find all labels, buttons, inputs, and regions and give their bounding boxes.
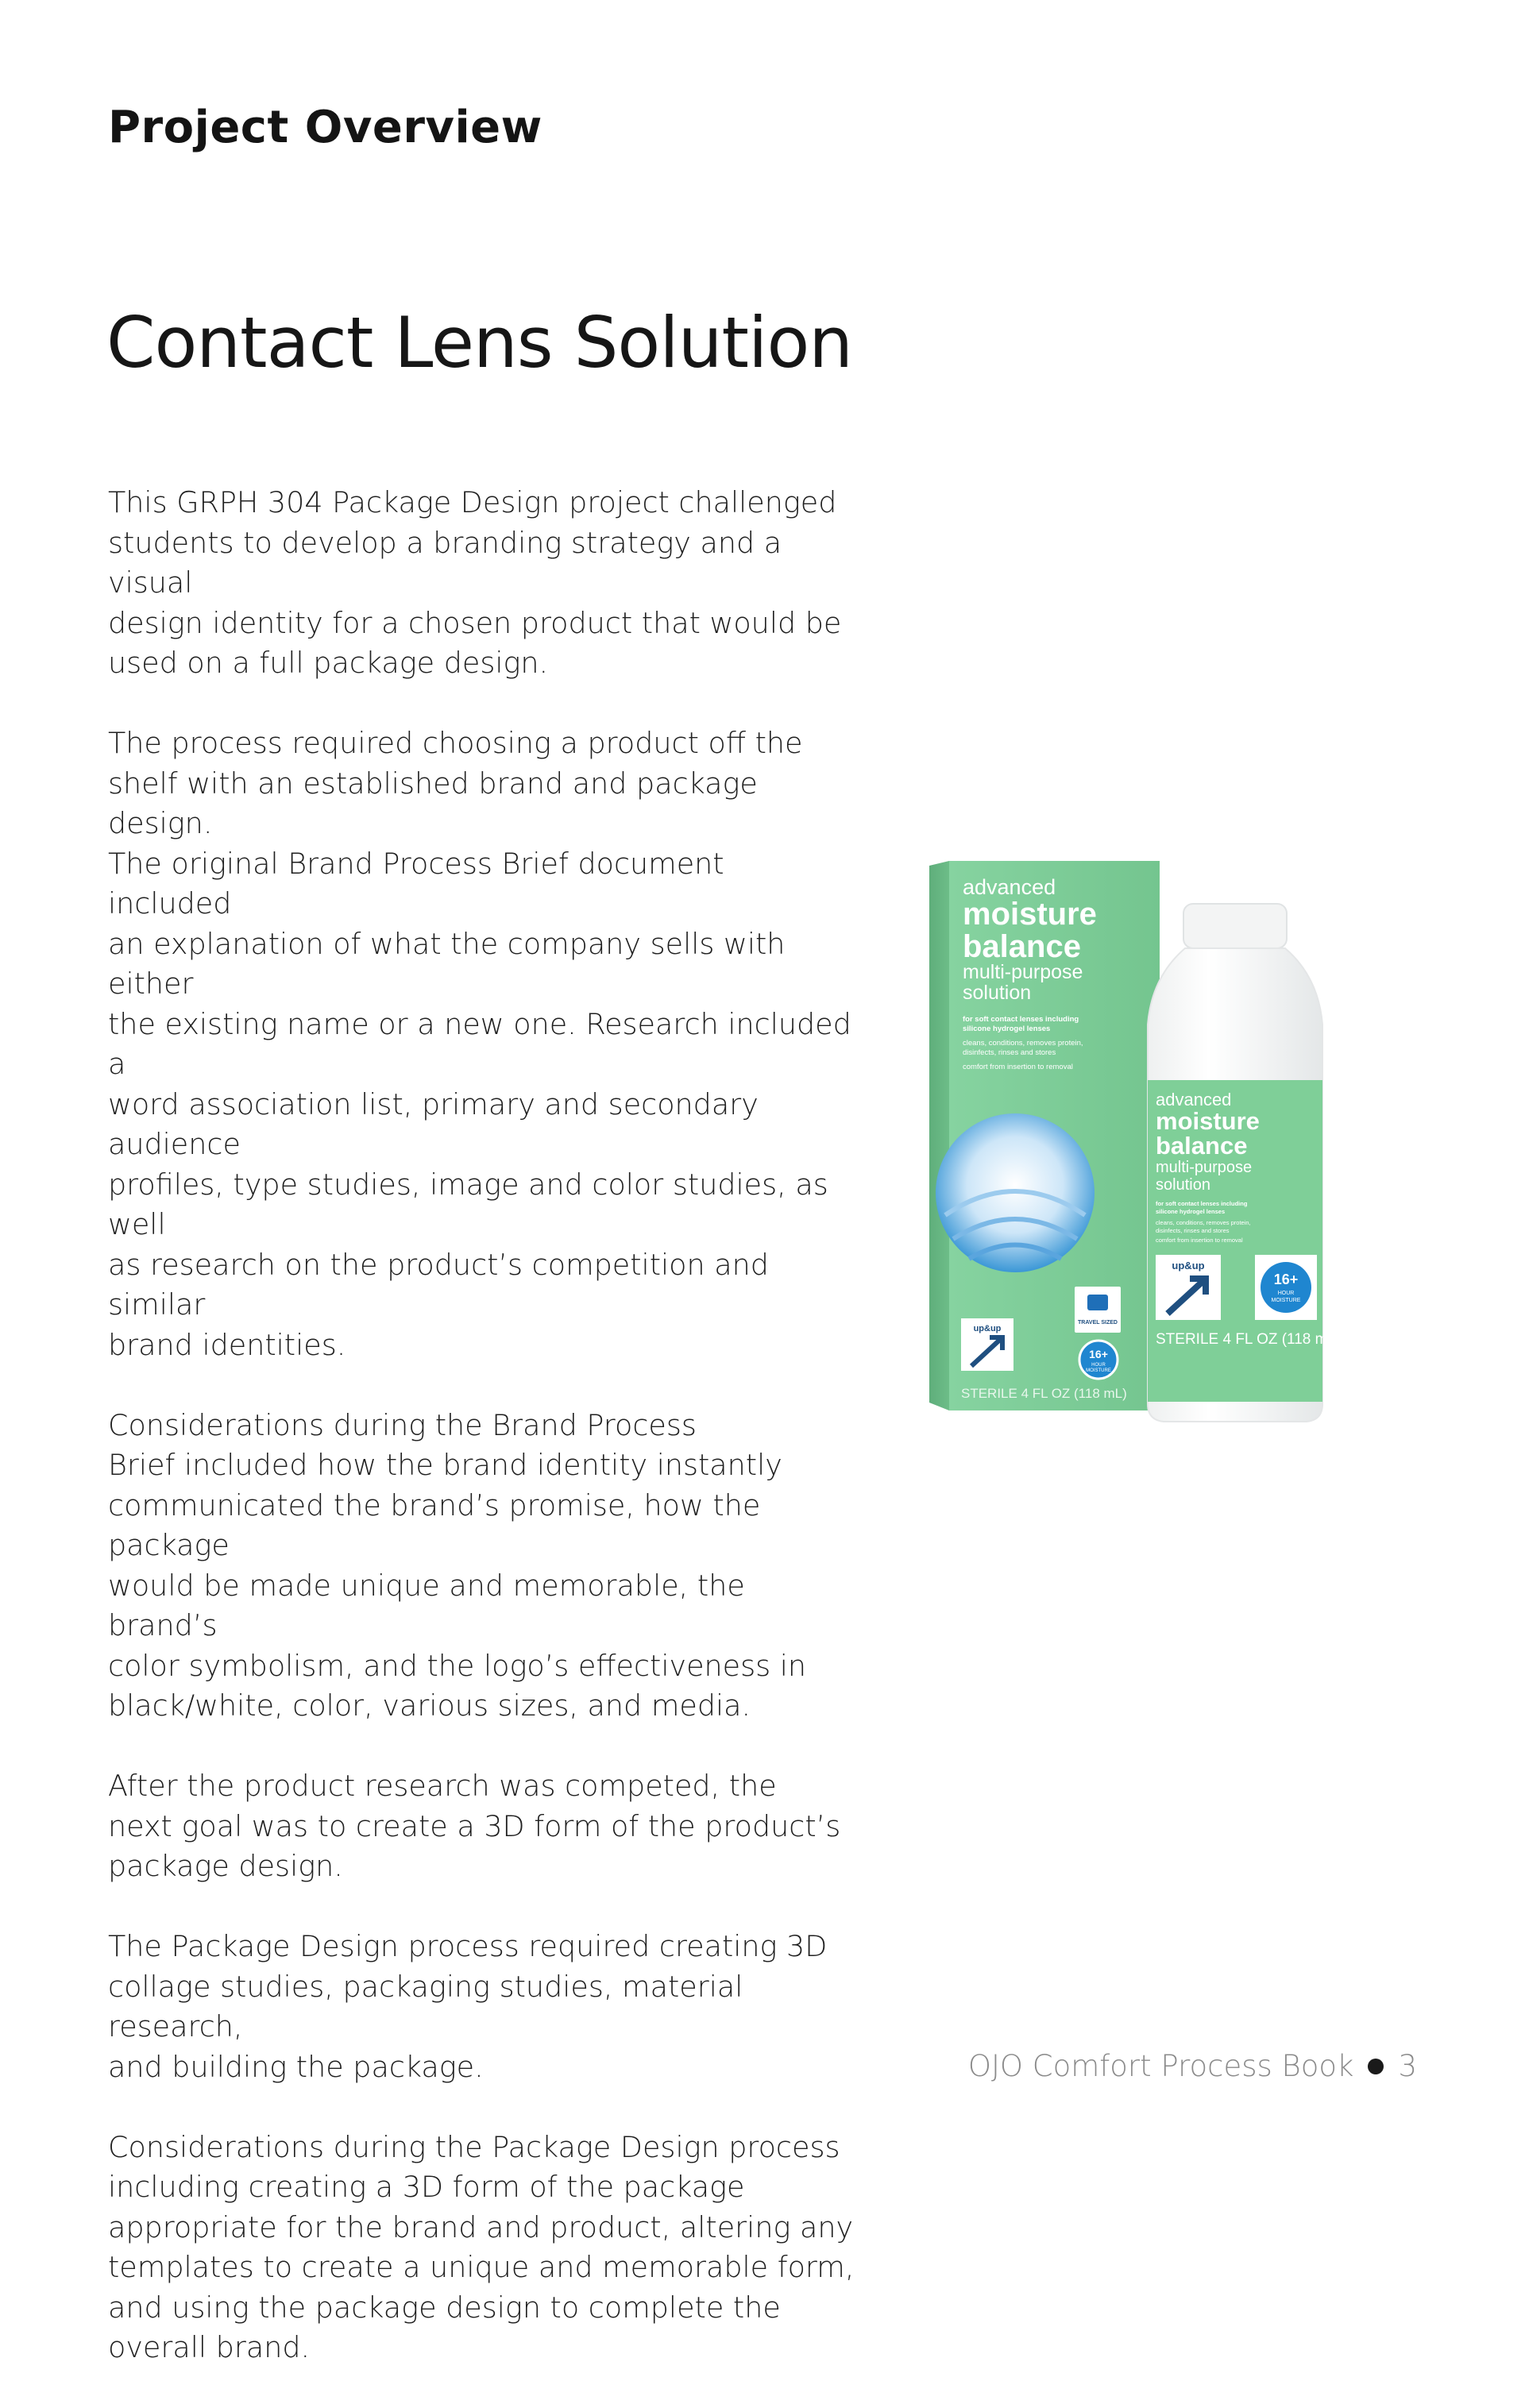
- box-small-1: for soft contact lenses including: [963, 1015, 1079, 1024]
- bottle-brand-text: [1156, 1090, 1260, 1244]
- box-volume-label: STERILE 4 FL OZ (118 mL): [961, 1386, 1127, 1401]
- bottle-small-1: for soft contact lenses including: [1156, 1200, 1248, 1207]
- svg-text:up&up: up&up: [973, 1324, 1002, 1333]
- suitcase-icon: [1087, 1295, 1108, 1310]
- product-photo: [826, 842, 1366, 1430]
- bottle-cap: [1183, 904, 1287, 948]
- book-title: OJO Comfort Process Book: [967, 2049, 1354, 2083]
- paragraph-6: Considerations during the Package Design process including creating a 3D form of the package appropriate for the brand and product, altering any templates to create a unique and memorable form, and using the package design to complete the overall brand.: [108, 2129, 855, 2364]
- paragraph-1: This GRPH 304 Package Design project challenged students to develop a branding strategy and a visual design identity for a chosen product that would be used on a full package design.: [108, 485, 842, 680]
- section-heading: Project Overview: [108, 102, 542, 153]
- box-badge-hour: HOUR: [1091, 1363, 1106, 1368]
- paragraph-5: The Package Design process required creating 3D collage studies, packaging studies, material research, and building the package.: [108, 1929, 828, 2084]
- svg-text:up&up: up&up: [1172, 1260, 1205, 1272]
- box-brand-text: [963, 875, 1097, 1071]
- page-title: Contact Lens Solution: [106, 302, 853, 384]
- bottle-small-3: cleans, conditions, removes protein,: [1156, 1219, 1251, 1226]
- bullet-dot: [1368, 2059, 1384, 2074]
- bottle-hour-badge: [1261, 1262, 1311, 1313]
- box-small-2: silicone hydrogel lenses: [963, 1025, 1051, 1033]
- box-small-3: cleans, conditions, removes protein,: [963, 1039, 1083, 1048]
- bottle-small-4: disinfects, rinses and stores: [1156, 1227, 1230, 1234]
- bottle-line-moisture: moisture: [1156, 1107, 1260, 1135]
- box-brand-logo: [961, 1318, 1013, 1371]
- paragraph-4: After the product research was competed, the next goal was to create a 3D form of the product’s package design.: [108, 1769, 841, 1883]
- bottle-volume-label: STERILE 4 FL OZ (118 mL): [1156, 1331, 1342, 1348]
- box-line-moisture: moisture: [963, 897, 1097, 932]
- bottle-line-multipurpose: multi-purpose: [1156, 1159, 1253, 1176]
- box-small-5: comfort from insertion to removal: [963, 1063, 1073, 1071]
- bottle-badge-moisture: MOISTURE: [1271, 1298, 1301, 1303]
- bottle-line-balance: balance: [1156, 1132, 1248, 1160]
- paragraph-3: Considerations during the Brand Process Brief included how the brand identity instantly communicated the brand’s promise, how the package would be made unique and memorable, the brand’s color symbolism, and the logo’s effectiveness in black/white, color, various sizes, and media.: [108, 1407, 807, 1723]
- bottle-badge-number: 16+: [1273, 1272, 1299, 1287]
- box-line-solution: solution: [963, 982, 1032, 1004]
- bottle-line-solution: solution: [1156, 1176, 1210, 1194]
- box-small-4: disinfects, rinses and stores: [963, 1048, 1056, 1057]
- bottle-line-advanced: advanced: [1156, 1090, 1232, 1109]
- travel-sized-label: TRAVEL SIZED: [1078, 1320, 1118, 1326]
- bottle-small-5: comfort from insertion to removal: [1156, 1237, 1243, 1244]
- box-line-balance: balance: [963, 929, 1081, 964]
- bottle-small-2: silicone hydrogel lenses: [1156, 1208, 1226, 1215]
- box-line-multipurpose: multi-purpose: [963, 961, 1083, 983]
- body-text: [108, 483, 855, 2408]
- page-footer: [968, 2049, 1417, 2083]
- box-badge-moisture: MOISTURE: [1086, 1368, 1111, 1373]
- paragraph-2: The process required choosing a product off the shelf with an established brand and package design. The original Brand Process Brief document included an explanation of what the company sells with either the existing name or a new one. Research included a word association list, primary and secondary audience profiles, type studies, image and color studies, as well as research on the product’s competition and similar brand identities.: [108, 726, 851, 1362]
- bottle-brand-logo: [1156, 1255, 1221, 1320]
- box-badge-number: 16+: [1089, 1348, 1108, 1360]
- page-number: 3: [1398, 2049, 1417, 2083]
- box-side: [929, 861, 949, 1410]
- bottle-badge-hour: HOUR: [1277, 1291, 1295, 1296]
- box-line-advanced: advanced: [963, 875, 1056, 899]
